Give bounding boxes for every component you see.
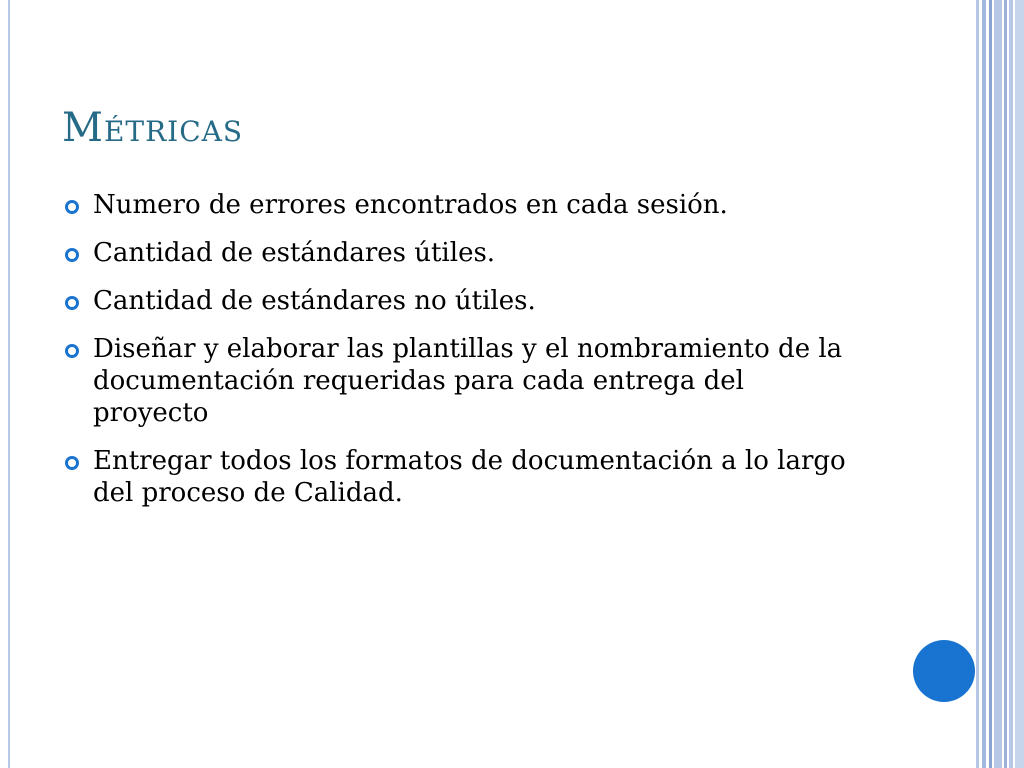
bullet-text: Numero de errores encontrados en cada sesión. xyxy=(93,190,728,220)
ring-bullet-icon xyxy=(65,200,79,214)
bullet-text: Cantidad de estándares no útiles. xyxy=(93,286,536,316)
bullet-text: Cantidad de estándares útiles. xyxy=(93,238,496,268)
right-stripe xyxy=(1009,0,1013,768)
blue-circle-decoration xyxy=(913,640,975,702)
bullet-list xyxy=(62,189,862,525)
bullet-item xyxy=(62,285,862,317)
left-border-line xyxy=(8,0,10,768)
ring-bullet-icon xyxy=(65,296,79,310)
ring-bullet-icon xyxy=(65,456,79,470)
bullet-text: Diseñar y elaborar las plantillas y el nombramiento de la documentación requeridas para cada entrega del proyecto xyxy=(93,334,843,428)
bullet-item xyxy=(62,445,862,509)
right-stripe xyxy=(976,0,979,768)
bullet-text: Entregar todos los formatos de documentación a lo largo del proceso de Calidad. xyxy=(93,446,846,508)
right-stripe xyxy=(982,0,986,768)
bullet-item xyxy=(62,333,862,429)
ring-bullet-icon xyxy=(65,344,79,358)
right-stripe xyxy=(994,0,1002,768)
right-stripe xyxy=(1004,0,1007,768)
bullet-item xyxy=(62,189,862,221)
ring-bullet-icon xyxy=(65,248,79,262)
bullet-item xyxy=(62,237,862,269)
right-stripe xyxy=(1015,0,1024,768)
slide-title: Métricas xyxy=(62,105,244,151)
right-stripe xyxy=(989,0,992,768)
